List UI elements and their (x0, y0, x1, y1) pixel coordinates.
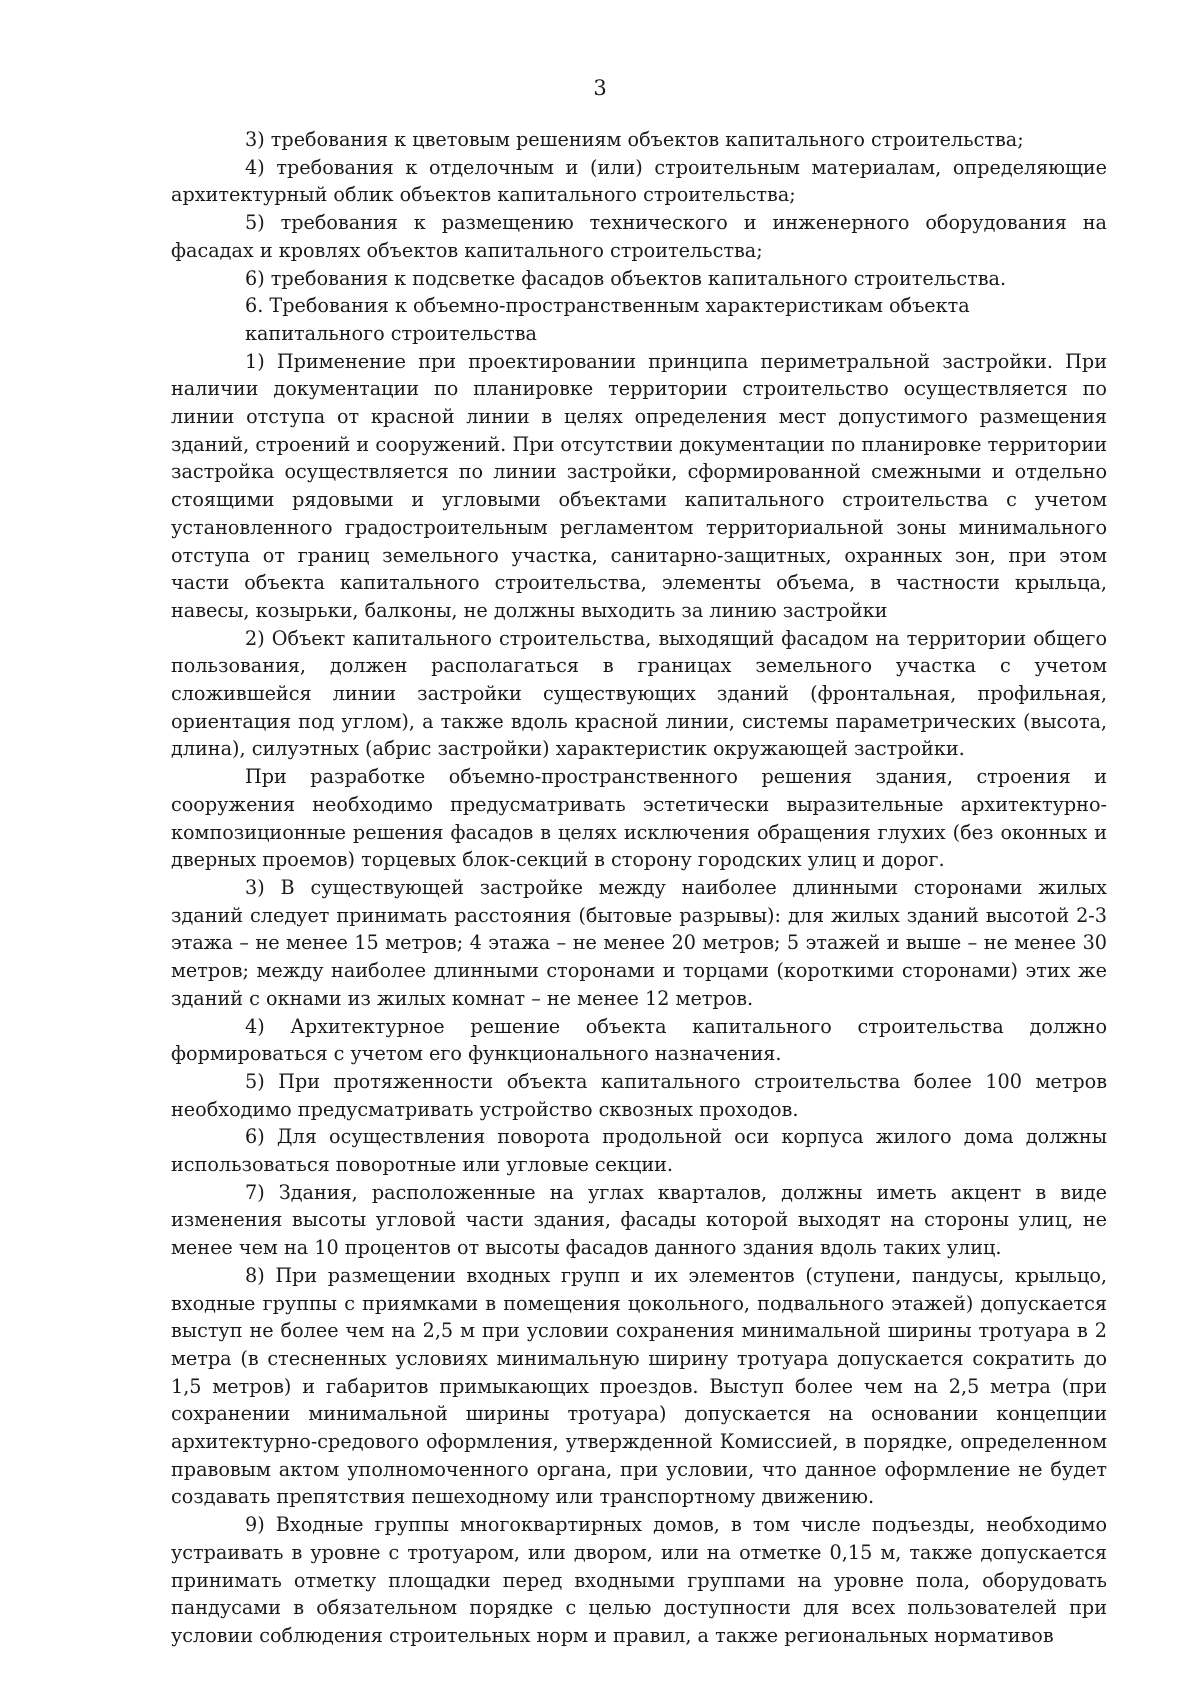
paragraph-clause-3: 3) В существующей застройке между наиболее длинными сторонами жилых зданий следует принимать расстояния (бытовые разрывы): для жилых зданий высотой 2-3 этажа – не менее 15 метров; 4 этажа – не менее 20 метров; 5 этажей и выше – не менее 30 метров; между наиболее длинными сторонами и торцами (короткими сторонами) этих же зданий с окнами из жилых комнат – не менее 12 метров. (171, 875, 1107, 1010)
paragraph-clause-5: 5) При протяженности объекта капитального строительства более 100 метров необходимо предусматривать устройство сквозных проходов. (171, 1069, 1107, 1121)
paragraph-item-5-equipment: 5) требования к размещению технического и инженерного оборудования на фасадах и кровлях объектов капитального строительства; (171, 211, 1107, 262)
paragraph-item-4-materials: 4) требования к отделочным и (или) строительным материалам, определяющие архитектурный облик объектов капитального строительства; (171, 155, 1107, 207)
paragraph-clause-6: 6) Для осуществления поворота продольной оси корпуса жилого дома должны использоваться поворотные или угловые секции. (171, 1125, 1107, 1177)
paragraph-clause-8: 8) При размещении входных групп и их элементов (ступени, пандусы, крыльцо, входные группы с приямками в помещения цокольного, подвального этажей) допускается выступ не более чем на 2,5 м при условии сохранения минимальной ширины тротуара в 2 метра (в стесненных условиях минимальную ширину тротуара допускается сократить до 1,5 метров) и габаритов примыкающих проездов. Выступ более чем на 2,5 метра (при сохранении минимальной ширины тротуара) допускается на основании концепции архитектурно-средового оформления, утвержденной Комиссией, в порядке, определенном правовым актом уполномоченного органа, при условии, что данное оформление не будет создавать препятствия пешеходному или транспортному движению. (171, 1263, 1107, 1509)
section-heading-6: 6. Требования к объемно-пространственным характеристикам объекта капитального строительства (245, 294, 970, 345)
paragraph-item-3-colors: 3) требования к цветовым решениям объектов капитального строительства; (245, 128, 1024, 151)
paragraph-clause-2-continued: При разработке объемно-пространственного решения здания, строения и сооружения необходимо предусматривать эстетически выразительные архитектурно-композиционные решения фасадов в целях исключения обращения глухих (без оконных и дверных проемов) торцевых блок-секций в сторону городских улиц и дорог. (171, 765, 1107, 872)
paragraph-item-6-lighting: 6) требования к подсветке фасадов объектов капитального строительства. (245, 266, 1007, 290)
paragraph-clause-2: 2) Объект капитального строительства, выходящий фасадом на территории общего пользования, должен располагаться в границах земельного участка с учетом сложившейся линии застройки существующих зданий (фронтальная, профильная, ориентация под углом), а также вдоль красной линии, системы параметрических (высота, длина), силуэтных (абрис застройки) характеристик окружающей застройки. (171, 626, 1107, 761)
document-body (171, 126, 1107, 1650)
page-number: 3 (593, 76, 607, 100)
paragraph-clause-7: 7) Здания, расположенные на углах кварталов, должны иметь акцент в виде изменения высоты угловой части здания, фасады которой выходят на стороны улиц, не менее чем на 10 процентов от высоты фасадов данного здания вдоль таких улиц. (171, 1180, 1107, 1260)
paragraph-clause-9: 9) Входные группы многоквартирных домов, в том числе подъезды, необходимо устраивать в уровне с тротуаром, или двором, или на отметке 0,15 м, также допускается принимать отметку площадки перед входными группами на уровне пола, оборудовать пандусами в обязательном порядке с целью доступности для всех пользователей при условии соблюдения строительных норм и правил, а также региональных нормативов (171, 1513, 1107, 1647)
paragraph-clause-1: 1) Применение при проектировании принципа периметральной застройки. При наличии документации по планировке территории строительство осуществляется по линии отступа от красной линии в целях определения мест допустимого размещения зданий, строений и сооружений. При отсутствии документации по планировке территории застройка осуществляется по линии застройки, сформированной смежными и отдельно стоящими рядовыми и угловыми объектами капитального строительства с учетом установленного градостроительным регламентом территориальной зоны минимального отступа от границ земельного участка, санитарно-защитных, охранных зон, при этом части объекта капитального строительства, элементы объема, в частности крыльца, навесы, козырьки, балконы, не должны выходить за линию застройки (171, 349, 1107, 622)
paragraph-clause-4: 4) Архитектурное решение объекта капитального строительства должно формироваться с учетом его функционального назначения. (171, 1014, 1107, 1066)
